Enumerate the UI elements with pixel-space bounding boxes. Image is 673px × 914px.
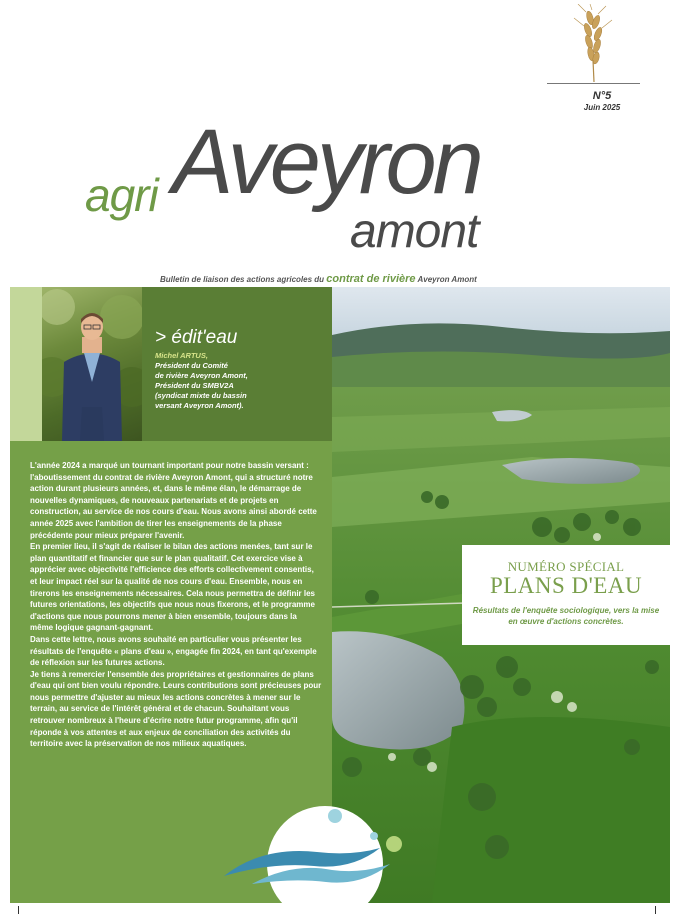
editorial-header: [142, 287, 332, 441]
editorial-paragraph: L'année 2024 a marqué un tournant important pour notre bassin versant : l'aboutissement du contrat de rivière Aveyron Amont, qui a structuré notre action durant plusieurs années, et, dans le même élan, le démarrage de nouvelles dynamiques, de nouveaux partenariats et de projets en construction, au service de nos cours d'eau. Nous avons ainsi abordé cette année 2025 avec l'ambition de tirer les enseignements de la phase précédente pour mieux préparer l'avenir.: [30, 461, 317, 540]
special-pre-title: NUMÉRO SPÉCIAL: [507, 559, 625, 574]
issue-date: Juin 2025: [583, 103, 621, 112]
author-photo: [42, 287, 142, 441]
title-amont: amont: [350, 205, 479, 258]
crop-mark: [655, 906, 656, 914]
author-role-line: de rivière Aveyron Amont,: [155, 371, 248, 380]
bulletin-subtitle: [160, 273, 477, 285]
editorial-paragraph: Dans cette lettre, nous avons souhaité en particulier vous présenter les résultats de l'enquête « plans d'eau », engagée fin 2024, en tant qu'exemple de réflexion sur les futures actions.: [30, 634, 317, 668]
accent-strip: [10, 287, 42, 441]
header-rule: [547, 83, 640, 84]
editorial-title: > édit'eau: [155, 327, 238, 348]
author-role-line: (syndicat mixte du bassin: [155, 391, 247, 400]
river-logo-icon: [222, 800, 412, 914]
editorial-body: [30, 460, 322, 750]
subtitle-suffix: Aveyron Amont: [417, 275, 477, 284]
title-aveyron: Aveyron: [172, 111, 480, 213]
subtitle-prefix: Bulletin de liaison des actions agricoles du: [160, 275, 325, 284]
subtitle-highlight: contrat de rivière: [326, 273, 416, 285]
author-role-line: Président du SMBV2A: [155, 381, 234, 390]
author-signature: [155, 351, 325, 411]
author-role-line: versant Aveyron Amont).: [155, 401, 244, 410]
author-role-line: Président du Comité: [155, 361, 228, 370]
special-description: Résultats de l'enquête sociologique, vers la mise en œuvre d'actions concrètes.: [472, 606, 660, 626]
title-agri: agri: [85, 169, 158, 221]
issue-number: N°5: [592, 90, 612, 102]
editorial-paragraph: Je tiens à remercier l'ensemble des propriétaires et gestionnaires de plans d'eau qui ont bien voulu répondre. Leurs contributions sont précieuses pour nous permettre d'ajuster au mieux les actions concrètes à mener sur le terrain, au service de l'intérêt général et de chacun. Souhaitant vous retrouver nombreux à l'heure d'écrire notre futur programme, afin qu'il réponde à vos attentes et aux enjeux de conciliation des activités du territoire avec la préservation de nos milieux aquatiques.: [30, 669, 322, 749]
special-issue-box: [462, 545, 670, 645]
wheat-ear-icon: [566, 4, 620, 82]
special-title: PLANS D'EAU: [489, 573, 643, 598]
author-name: Michel ARTUS,: [155, 351, 208, 360]
crop-mark: [18, 906, 19, 914]
editorial-paragraph: En premier lieu, il s'agit de réaliser le bilan des actions menées, tant sur le plan quantitatif et financier que sur le plan qualitatif. Cet exercice vise à apprécier avec objectivité l'efficience des efforts collectivement consentis, et leur impact réel sur la qualité de nos cours d'eau. Ensemble, nous en tirerons les enseignements nécessaires. Cela nous permettra de définir les futures orientations, les objectifs que nous nous fixerons, et le programme d'actions que nous pourrons mener à bien ensemble, toujours dans la même logique gagnant-gagnant.: [30, 542, 316, 633]
